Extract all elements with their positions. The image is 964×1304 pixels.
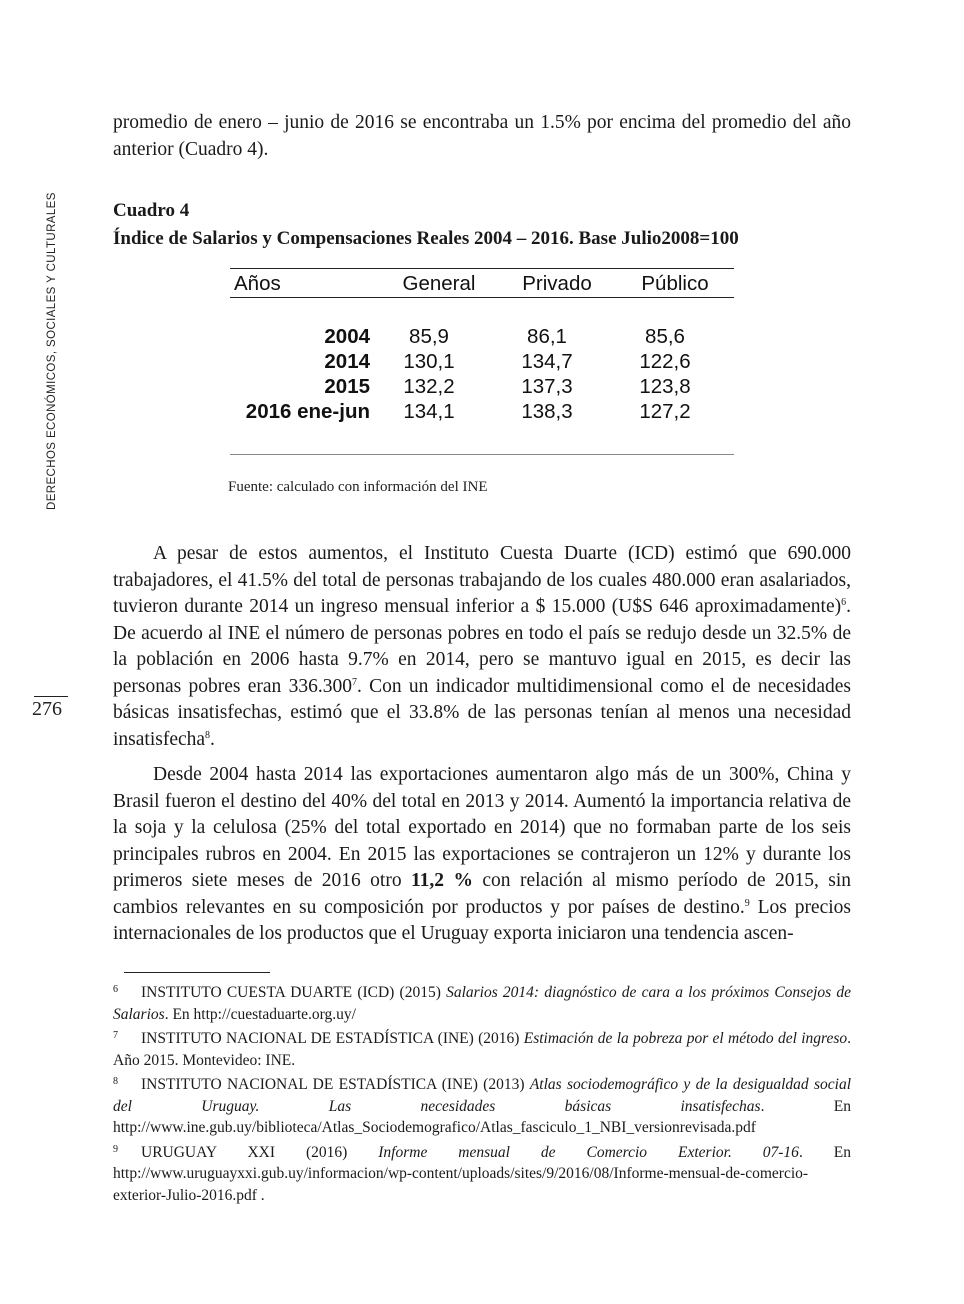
text-span: con relación al mismo período de 2015, sin cambios relevantes en su composición por productos y por países de destino. (113, 870, 851, 918)
footnote-number: 9 (113, 1143, 118, 1155)
table-bottom-rule (230, 454, 734, 455)
cell-year: 2004 (324, 325, 370, 348)
footnote-8 (113, 1071, 851, 1139)
table-row (230, 399, 734, 424)
table-row (230, 324, 734, 349)
table-header-rule (230, 297, 734, 298)
table-caption (113, 197, 739, 253)
footnote-text: INSTITUTO CUESTA DUARTE (ICD) (2015) (141, 984, 447, 1001)
table-source: Fuente: calculado con información del INE (228, 479, 488, 495)
footnote-title: Atlas sociodemográfico y de la desigualdad social del Uruguay. Las necesidades básicas insatisfechas (113, 1076, 852, 1115)
paragraph-intro: promedio de enero – junio de 2016 se encontraba un 1.5% por encima del promedio del año anterior (Cuadro 4). (113, 112, 851, 160)
header-publico: Público (641, 272, 709, 295)
cell-general: 130,1 (403, 350, 455, 373)
text-span: Desde 2004 hasta 2014 las exportaciones aumentaron algo más de un 300%, China y Brasil fueron el destino del 40% del total en 2013 y 2014. Aumentó la importancia relativa de la soja y la celulosa (25% del total exportado en 2014) que no formaban parte de los seis principales rubros en 2004. En 2015 las exportaciones se contrajeron un 12% y durante los primeros siete meses de 2016 otro (113, 764, 851, 891)
page-number-rule (34, 696, 68, 697)
footnote-separator (124, 972, 270, 973)
cell-privado: 138,3 (521, 400, 573, 423)
text-span: . De acuerdo al INE el número de personas pobres en todo el país se redujo desde un 32.5% de la población en 2006 hasta 9.7% en 2014, pero se mantuvo igual en 2015, es decir las personas pobres eran 336.300 (113, 596, 851, 697)
footnote-7 (113, 1025, 851, 1071)
cell-privado: 134,7 (521, 350, 573, 373)
table-body (230, 324, 734, 424)
footnote-link[interactable]: . En http://www.ine.gub.uy/biblioteca/Atlas_Sociodemografico/Atlas_fasciculo_1_NBI_versionrevisada.pdf (113, 1097, 851, 1136)
footnote-number: 7 (113, 1030, 118, 1041)
footnote-text: INSTITUTO NACIONAL DE ESTADÍSTICA (INE) (2013) (141, 1076, 530, 1093)
wage-index-table (230, 268, 734, 423)
table-row (230, 349, 734, 374)
cell-year: 2014 (324, 350, 370, 373)
cell-general: 85,9 (409, 325, 449, 348)
cell-year: 2016 ene-jun (245, 400, 370, 423)
footnote-number: 8 (113, 1076, 118, 1087)
footnote-title: Estimación de la pobreza por el método del ingreso (523, 1030, 848, 1047)
footnote-link[interactable]: . En http://cuestaduarte.org.uy/ (164, 1005, 356, 1023)
text-span: . Con un indicador multidimensional como el de necesidades básicas insatisfechas, estimó que el 33.8% de las personas tenían al menos una necesidad insatisfecha (113, 675, 851, 750)
caption-title: Cuadro 4 (113, 200, 190, 221)
footnote-text: URUGUAY XXI (2016) (141, 1143, 379, 1161)
bold-figure: 11,2 % (411, 870, 473, 891)
cell-publico: 127,2 (639, 400, 691, 423)
text-span: . (210, 728, 215, 750)
header-anos: Años (234, 272, 281, 295)
paragraph-exports (113, 762, 851, 948)
cell-publico: 85,6 (645, 325, 685, 348)
footnote-9 (113, 1139, 851, 1207)
footnote-ref-6[interactable]: 6 (841, 597, 847, 608)
footnote-link[interactable]: . En http://www.uruguayxxi.gub.uy/informacion/wp-content/uploads/sites/9/2016/08/Informe-mensual-de-comercio-exterior-Julio-2016.pdf . (113, 1143, 851, 1204)
cell-publico: 122,6 (639, 350, 691, 373)
table-header-row (230, 269, 734, 297)
cell-general: 132,2 (403, 375, 455, 398)
footnote-title: Salarios 2014: diagnóstico de cara a los próximos Consejos de Salarios (113, 984, 851, 1023)
paragraph-wages-poverty (113, 541, 851, 753)
text-span: A pesar de estos aumentos, el Instituto Cuesta Duarte (ICD) estimó que 690.000 trabajadores, el 41.5% del total de personas trabajando de los cuales 480.000 eran asalariados, tuvieron durante 2014 un ingreso mensual inferior a $ 15.000 (U$S 646 aproximadamente) (113, 543, 851, 617)
cell-privado: 137,3 (521, 375, 573, 398)
cell-publico: 123,8 (639, 375, 691, 398)
table-row (230, 374, 734, 399)
footnote-6 (113, 979, 851, 1025)
footnote-text: . Año 2015. Montevideo: INE. (113, 1030, 851, 1069)
cell-general: 134,1 (403, 400, 455, 423)
text-span: Los precios internacionales de los productos que el Uruguay exporta iniciaron una tendencia ascen- (113, 896, 852, 944)
footnote-title: Informe mensual de Comercio Exterior. 07-16 (378, 1143, 799, 1161)
footnote-text: INSTITUTO NACIONAL DE ESTADÍSTICA (INE) (2016) (141, 1030, 524, 1047)
footnote-ref-8[interactable]: 8 (205, 729, 211, 741)
running-header: DERECHOS ECONÓMICOS, SOCIALES Y CULTURALES (46, 192, 58, 510)
footnotes (113, 979, 851, 1206)
header-privado: Privado (522, 272, 592, 295)
footnote-ref-9[interactable]: 9 (744, 897, 750, 909)
cell-privado: 86,1 (527, 325, 567, 348)
header-general: General (402, 272, 476, 295)
footnote-number: 6 (113, 984, 118, 995)
footnote-ref-7[interactable]: 7 (351, 676, 357, 688)
page-number: 276 (32, 698, 62, 720)
cell-year: 2015 (324, 375, 370, 398)
caption-subtitle: Índice de Salarios y Compensaciones Reales 2004 – 2016. Base Julio2008=100 (113, 228, 739, 249)
